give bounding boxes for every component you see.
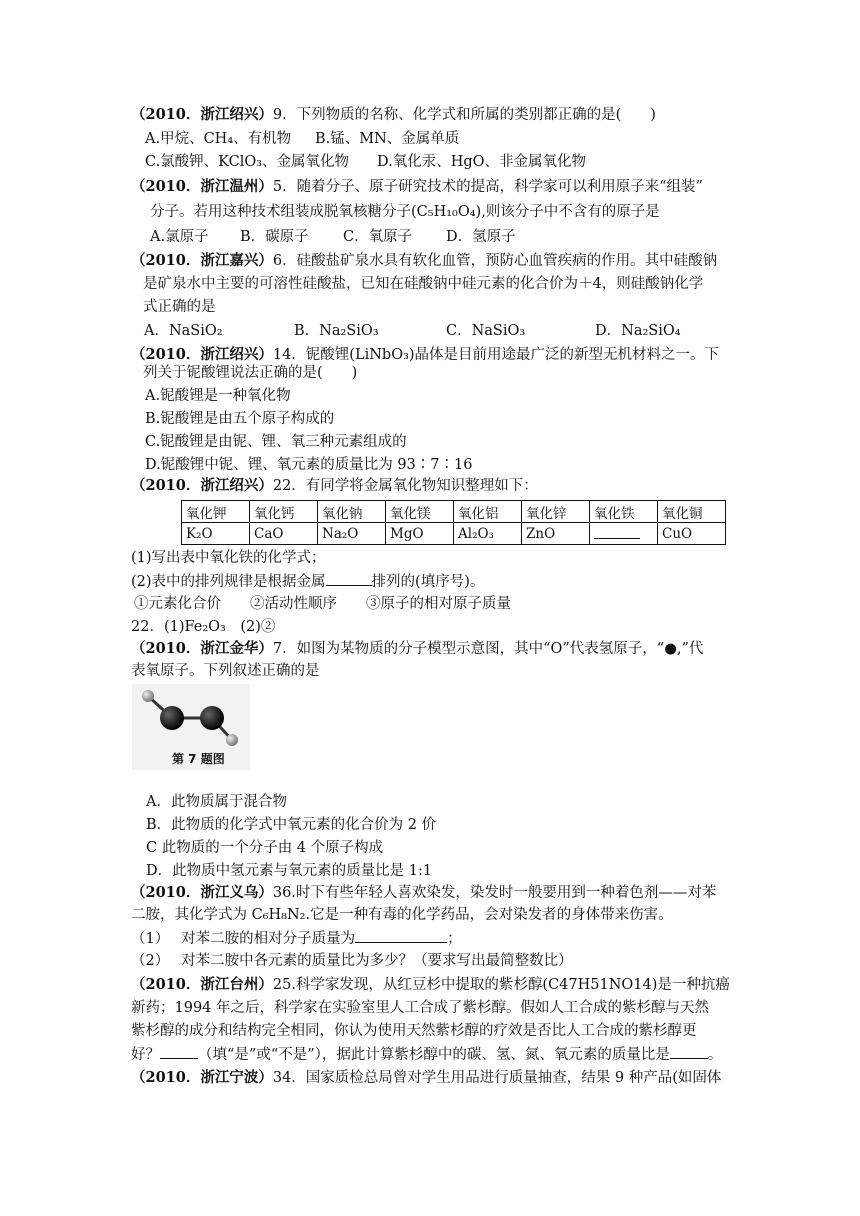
option-d: D．此物质中氢元素与氧元素的质量比是 1:1 (146, 863, 433, 879)
sub-question-text: （1） 对苯二胺的相对分子质量为 (131, 931, 356, 947)
option-b: B.锰、MN、金属单质 (315, 131, 460, 147)
question-stem-continued: 式正确的是 (143, 299, 216, 315)
answer-line: 22．(1)Fe₂O₃ (2)② (131, 619, 276, 635)
question-source: （2010．浙江义乌） (131, 884, 273, 901)
table-row (182, 501, 726, 523)
table-cell: 氧化铜 (658, 501, 726, 523)
metal-oxide-table (181, 500, 726, 545)
hydrogen-atom (226, 734, 238, 746)
question-stem: 34．国家质检总局曾对学生用品进行质量抽查，结果 9 种产品(如固体 (272, 1070, 722, 1086)
question-stem-continued: 是矿泉水中主要的可溶性硅酸盐，已知在硅酸钠中硅元素的化合价为＋4，则硅酸钠化学 (143, 276, 704, 292)
question-stem-continued (131, 1044, 722, 1065)
question-stem-continued: 列关于铌酸锂说法正确的是( ) (143, 365, 358, 381)
question-22-line (131, 476, 538, 496)
option-b: B．此物质的化学式中氧元素的化合价为 2 价 (146, 817, 437, 833)
question-stem-continued: 紫杉醇的成分和结构完全相同，你认为使用天然紫杉醇的疗效是否比人工合成的紫杉醇更 (131, 1023, 697, 1039)
question-14-line (131, 345, 719, 365)
option-c: C 此物质的一个分子由 4 个原子构成 (146, 840, 384, 856)
table-cell: Al₂O₃ (454, 523, 522, 545)
question-stem: 5．随着分子、原子研究技术的提高，科学家可以利用原子来“组装” (272, 179, 703, 195)
table-cell: 氧化锌 (522, 501, 590, 523)
option-c: C．氧原子 (343, 229, 413, 245)
answer-blank[interactable] (670, 1044, 708, 1059)
table-cell: 氧化钠 (318, 501, 386, 523)
oxygen-atom (160, 706, 184, 730)
table-cell: K₂O (182, 523, 250, 545)
sub-question-text: (2)表中的排列规律是根据金属 (131, 574, 326, 590)
question-stem-continued: 表氧原子。下列叙述正确的是 (131, 663, 320, 679)
table-cell: 氧化钙 (250, 501, 318, 523)
sub-question-2: （2） 对苯二胺中各元素的质量比为多少？（要求写出最简整数比） (131, 953, 573, 969)
table-cell-blank[interactable] (590, 523, 658, 545)
figure-caption: 第 7 题图 (172, 752, 225, 766)
answer-blank[interactable] (160, 1044, 198, 1059)
question-source: （2010．浙江绍兴） (131, 106, 273, 123)
question-36-line (131, 883, 716, 903)
question-25-line (131, 975, 730, 995)
table-cell: 氧化铁 (590, 501, 658, 523)
table-cell: ZnO (522, 523, 590, 545)
question-text: （填“是”或“不是”），据此计算紫杉醇中的碳、氢、氮、氧元素的质量比是 (198, 1047, 670, 1063)
question-stem: 36.时下有些年轻人喜欢染发，染发时一般要用到一种着色剂——对苯 (272, 885, 717, 901)
option-d: D．Na₂SiO₄ (595, 323, 681, 339)
question-source: （2010．浙江台州） (131, 976, 273, 993)
option-a: A．NaSiO₂ (144, 323, 223, 339)
sub-question-1 (131, 928, 462, 949)
question-source: （2010．浙江绍兴） (131, 346, 273, 363)
option-d: D.氧化汞、HgO、非金属氧化物 (377, 154, 587, 170)
sub-question-text: 排列的(填序号)。 (371, 574, 485, 590)
question-9-line (131, 105, 656, 125)
table-cell: 氧化钾 (182, 501, 250, 523)
sub-question-1: (1)写出表中氧化铁的化学式； (131, 550, 326, 566)
question-7-line (131, 639, 703, 659)
sub-question-text: ； (447, 931, 462, 947)
question-stem: 7．如图为某物质的分子模型示意图，其中“O”代表氢原子，“●,”代 (272, 641, 704, 657)
question-stem: 14．铌酸锂(LiNbO₃)晶体是目前用途最广泛的新型无机材料之一。下 (272, 347, 720, 363)
question-34-line (131, 1068, 721, 1088)
option-a: A．此物质属于混合物 (146, 794, 287, 810)
option-a: A.氯原子 (150, 229, 209, 245)
option-a: A.铌酸锂是一种氧化物 (145, 388, 291, 404)
question-stem: 9．下列物质的名称、化学式和所属的类别都正确的是( ) (272, 107, 656, 123)
question-source: （2010．浙江宁波） (131, 1069, 273, 1086)
oxygen-atom (200, 706, 224, 730)
question-source: （2010．浙江嘉兴） (131, 252, 273, 269)
table-cell: Na₂O (318, 523, 386, 545)
table-row (182, 523, 726, 545)
question-stem-continued: 二胺，其化学式为 C₆H₈N₂.它是一种有毒的化学药品，会对染发者的身体带来伤害。 (131, 907, 673, 923)
question-source: （2010．浙江温州） (131, 178, 273, 195)
table-cell: MgO (386, 523, 454, 545)
molecule-model-figure (132, 684, 250, 770)
table-cell: CaO (250, 523, 318, 545)
option-c: C.氯酸钾、KClO₃、金属氧化物 (145, 154, 350, 170)
hydrogen-atom (142, 690, 154, 702)
option-a: A.甲烷、CH₄、有机物 (145, 131, 292, 147)
option-d: D．氢原子 (446, 229, 516, 245)
table-cell: CuO (658, 523, 726, 545)
option-c: C.铌酸锂是由铌、锂、氧三种元素组成的 (145, 434, 407, 450)
question-stem: 25.科学家发现，从红豆杉中提取的紫杉醇(C47H51NO14)是一种抗癌 (272, 977, 730, 993)
choice-list: ①元素化合价 ②活动性顺序 ③原子的相对原子质量 (134, 596, 511, 612)
question-stem-continued: 分子。若用这种技术组装成脱氧核糖分子(C₅H₁₀O₄),则该分子中不含有的原子是 (150, 204, 660, 220)
question-text: 好？ (131, 1047, 160, 1063)
option-b: B.铌酸锂是由五个原子构成的 (145, 411, 335, 427)
question-source: （2010．浙江绍兴） (131, 477, 273, 494)
question-6-line (131, 251, 717, 271)
question-5-line (131, 177, 703, 197)
question-source: （2010．浙江金华） (131, 640, 273, 657)
question-text: 。 (707, 1047, 723, 1063)
sub-question-2 (131, 571, 484, 592)
option-b: B．碳原子 (240, 229, 309, 245)
option-d: D.铌酸锂中铌、锂、氧元素的质量比为 93∶7∶16 (145, 457, 473, 473)
table-cell: 氧化镁 (386, 501, 454, 523)
question-stem: 22．有同学将金属氧化物知识整理如下： (272, 478, 538, 494)
table-cell: 氧化铝 (454, 501, 522, 523)
answer-blank[interactable] (355, 928, 447, 943)
answer-blank[interactable] (594, 524, 640, 539)
option-b: B．Na₂SiO₃ (294, 323, 379, 339)
question-stem: 6．硅酸盐矿泉水具有软化血管，预防心血管疾病的作用。其中硅酸钠 (272, 253, 718, 269)
answer-blank[interactable] (326, 571, 372, 586)
question-stem-continued: 新药；1994 年之后，科学家在实验室里人工合成了紫杉醇。假如人工合成的紫杉醇与天然 (131, 1000, 710, 1016)
option-c: C．NaSiO₃ (446, 323, 526, 339)
